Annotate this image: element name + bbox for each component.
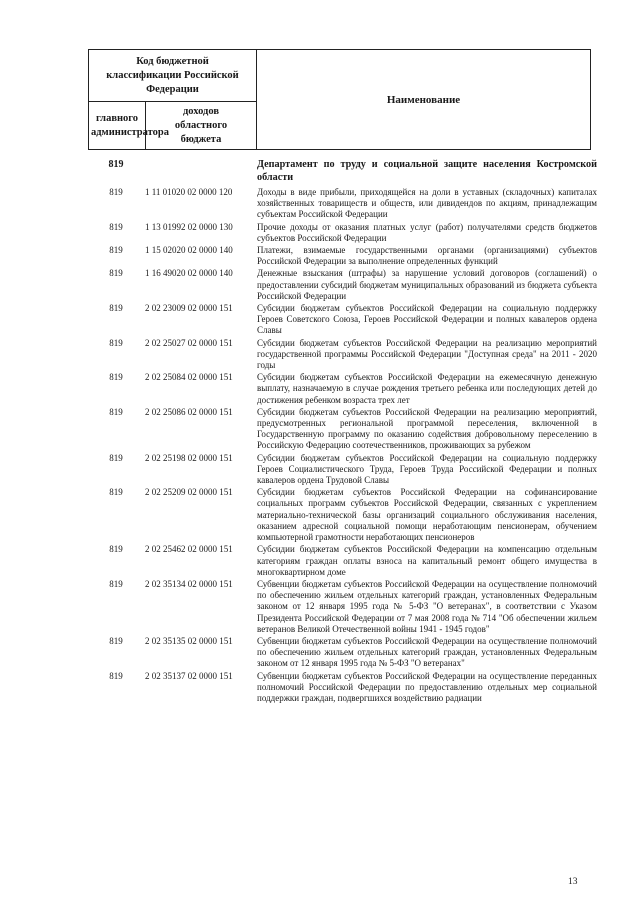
income-code-cell: 2 02 35135 02 0000 151 [145,635,233,646]
admin-code-cell: 819 [109,245,123,256]
admin-code-cell: 819 [109,221,123,232]
income-code-cell: 1 15 02020 02 0000 140 [145,245,233,256]
name-cell: Субвенции бюджетам субъектов Российской Федерации на осуществление полномочий по обеспечению жильем отдельных категорий граждан, установленных Федеральным законом от 12 января 1995 года № 5-ФЗ "О ветеранах" [257,635,597,669]
table-row [88,544,598,578]
income-code-cell: 2 02 25027 02 0000 151 [145,337,233,348]
name-cell: Субсидии бюджетам субъектов Российской Федерации на софинансирование социальных программ субъектов Российской Федерации, связанных с укреплением материально-технической базы организаций социального обслуживания населения, оказанием адресной социальной помощи неработающим пенсионерам, обучением компьютерной грамотности неработающих пенсионеров [257,487,597,543]
income-column-header: доходов областного бюджета [146,102,257,150]
page-number: 13 [568,877,578,887]
classification-rows [88,156,598,705]
admin-code-cell: 819 [109,372,123,383]
name-cell: Субсидии бюджетам субъектов Российской Федерации на социальную поддержку Героев Советского Союза, Героев Российской Федерации и полных кавалеров ордена Славы [257,303,597,336]
code-group-header: Код бюджетной классификации Российской Федерации [89,50,257,102]
admin-code-cell: 819 [109,187,123,197]
name-cell: Субсидии бюджетам субъектов Российской Федерации на компенсацию отдельным категориям граждан оплаты взноса на капитальный ремонт общего имущества в многоквартирном доме [257,544,597,577]
name-cell: Субвенции бюджетам субъектов Российской Федерации на осуществление переданных полномочий Российской Федерации по предоставлению отдельных мер социальной поддержки граждан, подвергшихся воздействию радиации [257,670,597,703]
admin-code-cell: 819 [109,544,123,555]
name-cell: Прочие доходы от оказания платных услуг (работ) получателями средств бюджетов субъектов Российской Федерации [257,221,597,243]
table-row [88,372,598,406]
admin-code-cell: 819 [109,452,123,463]
name-cell: Субсидии бюджетам субъектов Российской Федерации на реализацию мероприятий государственной программы Российской Федерации "Доступная среда" на 2011 - 2020 годы [257,337,597,371]
income-code-cell: 2 02 23009 02 0000 151 [145,303,233,314]
name-cell: Доходы в виде прибыли, приходящейся на доли в уставных (складочных) капиталах хозяйственных товариществ и обществ, или дивидендов по акциям, принадлежащим субъектам Российской Федерации [257,187,597,220]
admin-code-cell: 819 [109,670,123,681]
admin-code-cell: 819 [109,487,123,498]
table-row [88,245,598,267]
table-row [88,453,598,487]
classification-header-table [88,49,591,150]
admin-code-cell: 819 [108,159,124,170]
table-row [88,407,598,452]
admin-code-cell: 819 [109,578,123,589]
admin-code-cell: 819 [109,337,123,348]
income-code-cell: 2 02 25198 02 0000 151 [145,452,233,463]
income-code-cell [144,158,257,184]
admin-column-header: главного администратора [89,102,146,150]
income-code-cell: 2 02 35134 02 0000 151 [145,578,233,589]
admin-code-cell: 819 [109,303,123,314]
name-cell: Субвенции бюджетам субъектов Российской Федерации на осуществление полномочий по обеспечению жильем отдельных категорий граждан, установленных Федеральным законом от 12 января 1995 года № 5-ФЗ "О ветеранах", в соответствии с Указом Президента Российской Федерации от 7 мая 2008 года № 714 "Об обеспечении жильем ветеранов Великой Отечественной войны 1941 - 1945 годов" [257,578,597,634]
table-row [88,303,598,337]
name-cell: Субсидии бюджетам субъектов Российской Федерации на социальную поддержку Героев Социалистического Труда, Героев Труда Российской Федерации и полных кавалеров ордена Трудовой Славы [257,452,597,486]
table-row [88,338,598,372]
income-code-cell: 1 16 49020 02 0000 140 [145,268,233,279]
admin-code-cell: 819 [109,268,123,279]
income-code-cell: 2 02 25086 02 0000 151 [145,406,233,417]
income-code-cell: 2 02 35137 02 0000 151 [145,670,233,681]
table-row [88,487,598,543]
income-code-cell: 2 02 25084 02 0000 151 [145,372,233,383]
admin-code-cell: 819 [109,635,123,646]
table-row [88,222,598,244]
table-row [88,579,598,635]
income-code-cell: 1 13 01992 02 0000 130 [145,221,233,232]
income-code-cell: 2 02 25462 02 0000 151 [145,544,233,555]
admin-code-cell: 819 [109,406,123,417]
name-cell: Денежные взыскания (штрафы) за нарушение условий договоров (соглашений) о предоставлении субсидий бюджетам муниципальных образований из бюджета субъекта Российской Федерации [257,268,597,301]
name-cell: Департамент по труду и социальной защите населения Костромской области [257,159,597,183]
table-row [88,636,598,670]
income-code-cell: 1 11 01020 02 0000 120 [145,187,233,197]
name-cell: Субсидии бюджетам субъектов Российской Федерации на реализацию мероприятий, предусмотренных региональной программой переселения, включенной в Государственную программу по оказанию содействия добровольному переселению в Российскую Федерацию соотечественников, проживающих за рубежом [257,406,597,451]
name-cell: Платежи, взимаемые государственными органами (организациями) субъектов Российской Федерации за выполнение определенных функций [257,245,597,267]
name-column-header: Наименование [257,50,591,150]
department-row [88,158,598,184]
table-row [88,671,598,705]
income-code-cell: 2 02 25209 02 0000 151 [145,487,233,498]
table-row [88,268,598,302]
table-row [88,187,598,221]
name-cell: Субсидии бюджетам субъектов Российской Федерации на ежемесячную денежную выплату, назначаемую в случае рождения третьего ребенка или последующих детей до достижения ребенком возраста трех лет [257,372,597,405]
